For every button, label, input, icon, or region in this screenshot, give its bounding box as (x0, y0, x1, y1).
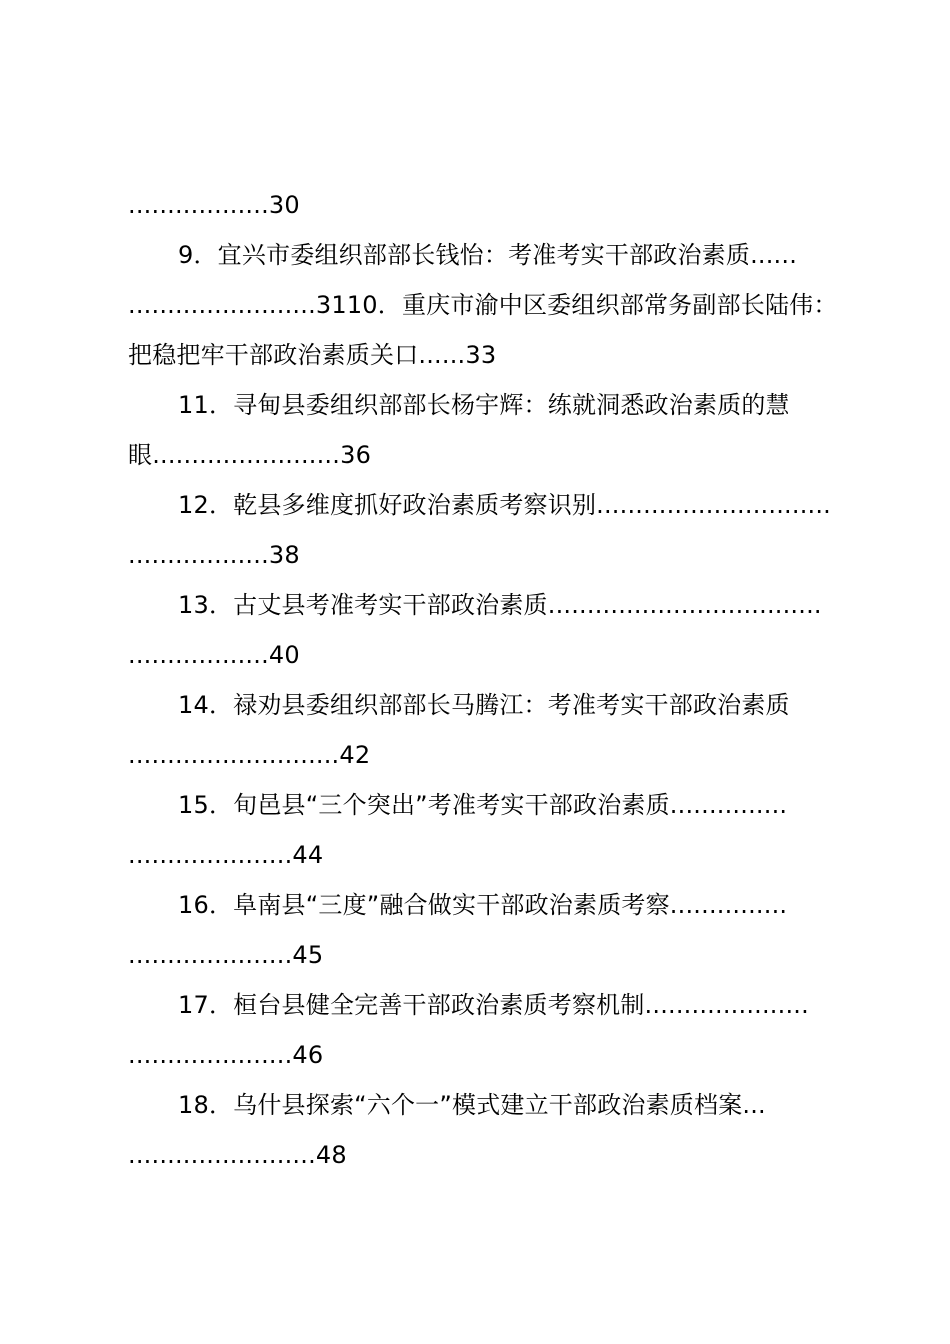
toc-entry-13: 13．古丈县考准考实干部政治素质................................... (178, 591, 822, 619)
toc-entry-14: 14．禄劝县委组织部部长马腾江：考准考实干部政治素质 (178, 691, 790, 719)
toc-entry-16: 16．阜南县“三度”融合做实干部政治素质考察............... (178, 891, 788, 919)
toc-entry-15-cont: .....................44 (128, 841, 324, 869)
toc-entry-18-cont: ........................48 (128, 1141, 347, 1169)
toc-entry-10-cont: 把稳把牢干部政治素质关口......33 (128, 341, 497, 369)
toc-entry-14-cont: ...........................42 (128, 741, 371, 769)
toc-entry-12: 12．乾县多维度抓好政治素质考察识别.............................. (178, 491, 832, 519)
toc-entry-12-cont: ..................38 (128, 541, 300, 569)
table-of-contents (128, 180, 838, 1180)
toc-line-page-30: ..................30 (128, 191, 300, 219)
toc-entry-11: 11．寻甸县委组织部部长杨宇辉：练就洞悉政治素质的慧 (178, 391, 790, 419)
toc-entry-13-cont: ..................40 (128, 641, 300, 669)
toc-entry-16-cont: .....................45 (128, 941, 324, 969)
toc-entry-9: 9．宜兴市委组织部部长钱怡：考准考实干部政治素质...... (178, 241, 798, 269)
toc-entry-10: ........................3110．重庆市渝中区委组织部常务副部长陆伟： (128, 291, 838, 319)
toc-entry-17: 17．桓台县健全完善干部政治素质考察机制..................... (178, 991, 809, 1019)
toc-entry-15: 15．旬邑县“三个突出”考准考实干部政治素质............... (178, 791, 788, 819)
toc-entry-11-cont: 眼........................36 (128, 441, 372, 469)
toc-entry-18: 18．乌什县探索“六个一”模式建立干部政治素质档案... (178, 1091, 766, 1119)
toc-entry-17-cont: .....................46 (128, 1041, 324, 1069)
